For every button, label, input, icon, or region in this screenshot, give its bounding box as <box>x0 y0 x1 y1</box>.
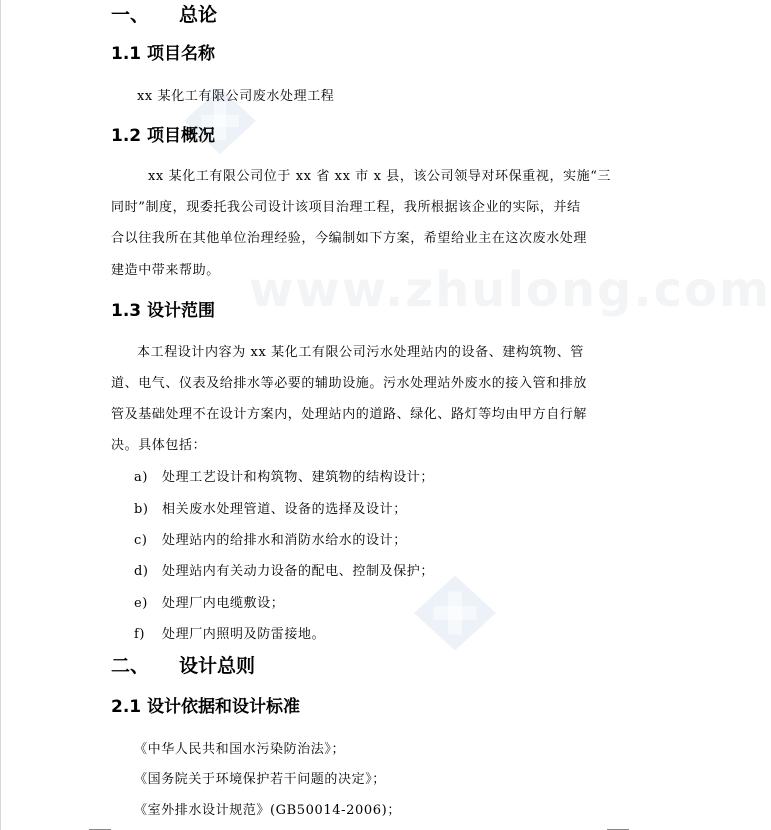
scope-line-2: 道、电气、仪表及给排水等必要的辅助设施。污水处理站外废水的接入管和排放 <box>111 376 588 391</box>
overview-line-4: 建造中带来帮助。 <box>111 263 220 278</box>
list-text: 相关废水处理管道、设备的选择及设计； <box>162 502 407 517</box>
list-text: 处理站内有关动力设备的配电、控制及保护； <box>162 564 435 579</box>
list-marker: d) <box>134 564 149 579</box>
list-item <box>134 529 407 548</box>
scope-line-3: 管及基础处理不在设计方案内，处理站内的道路、绿化、路灯等均由甲方自行解 <box>111 407 588 422</box>
overview-line-3: 合以往我所在其他单位治理经验，今编制如下方案，希望给业主在这次废水处理 <box>111 231 588 246</box>
watermark-logo-icon <box>414 575 496 651</box>
section-title: 设计总则 <box>179 655 256 677</box>
list-marker: e) <box>134 596 148 611</box>
reference-line: 《中华人民共和国水污染防治法》； <box>134 742 346 757</box>
heading-1-3: 1.3 设计范围 <box>111 301 216 321</box>
list-item <box>134 498 407 517</box>
heading-1-2: 1.2 项目概况 <box>111 126 216 146</box>
list-text: 处理工艺设计和构筑物、建筑物的结构设计； <box>162 470 435 485</box>
heading-1-1: 1.1 项目名称 <box>111 44 216 64</box>
list-text: 处理站内的给排水和消防水给水的设计； <box>162 533 407 548</box>
reference-line: 《室外排水设计规范》(GB50014-2006)； <box>134 803 401 818</box>
section-number: 一、 <box>111 4 150 26</box>
list-item <box>134 560 434 579</box>
section-1-heading <box>111 0 217 27</box>
heading-2-1: 2.1 设计依据和设计标准 <box>111 697 301 717</box>
scope-line-4: 决。具体包括： <box>111 438 207 453</box>
list-item <box>134 466 434 485</box>
list-marker: a) <box>134 470 149 485</box>
reference-line: 《国务院关于环境保护若干问题的决定》； <box>134 772 386 787</box>
section-number: 二、 <box>111 655 150 677</box>
project-name-text: xx 某化工有限公司废水处理工程 <box>137 89 335 104</box>
list-marker: c) <box>134 533 148 548</box>
list-item <box>134 592 284 611</box>
scope-line-1: 本工程设计内容为 xx 某化工有限公司污水处理站内的设备、建构筑物、管 <box>137 345 584 360</box>
overview-line-1: xx 某化工有限公司位于 xx 省 xx 市 x 县，该公司领导对环保重视，实施“三 <box>148 169 612 184</box>
list-text: 处理厂内照明及防雷接地。 <box>162 627 326 642</box>
section-2-heading <box>111 651 255 678</box>
list-item <box>134 623 325 642</box>
watermark: www.zhulong.com <box>249 262 771 318</box>
list-marker: b) <box>134 502 149 517</box>
list-text: 处理厂内电缆敷设； <box>162 596 285 611</box>
list-marker: f) <box>134 627 146 642</box>
overview-line-2: 同时”制度，现委托我公司设计该项目治理工程，我所根据该企业的实际，并结 <box>111 200 581 215</box>
section-title: 总论 <box>179 4 218 26</box>
